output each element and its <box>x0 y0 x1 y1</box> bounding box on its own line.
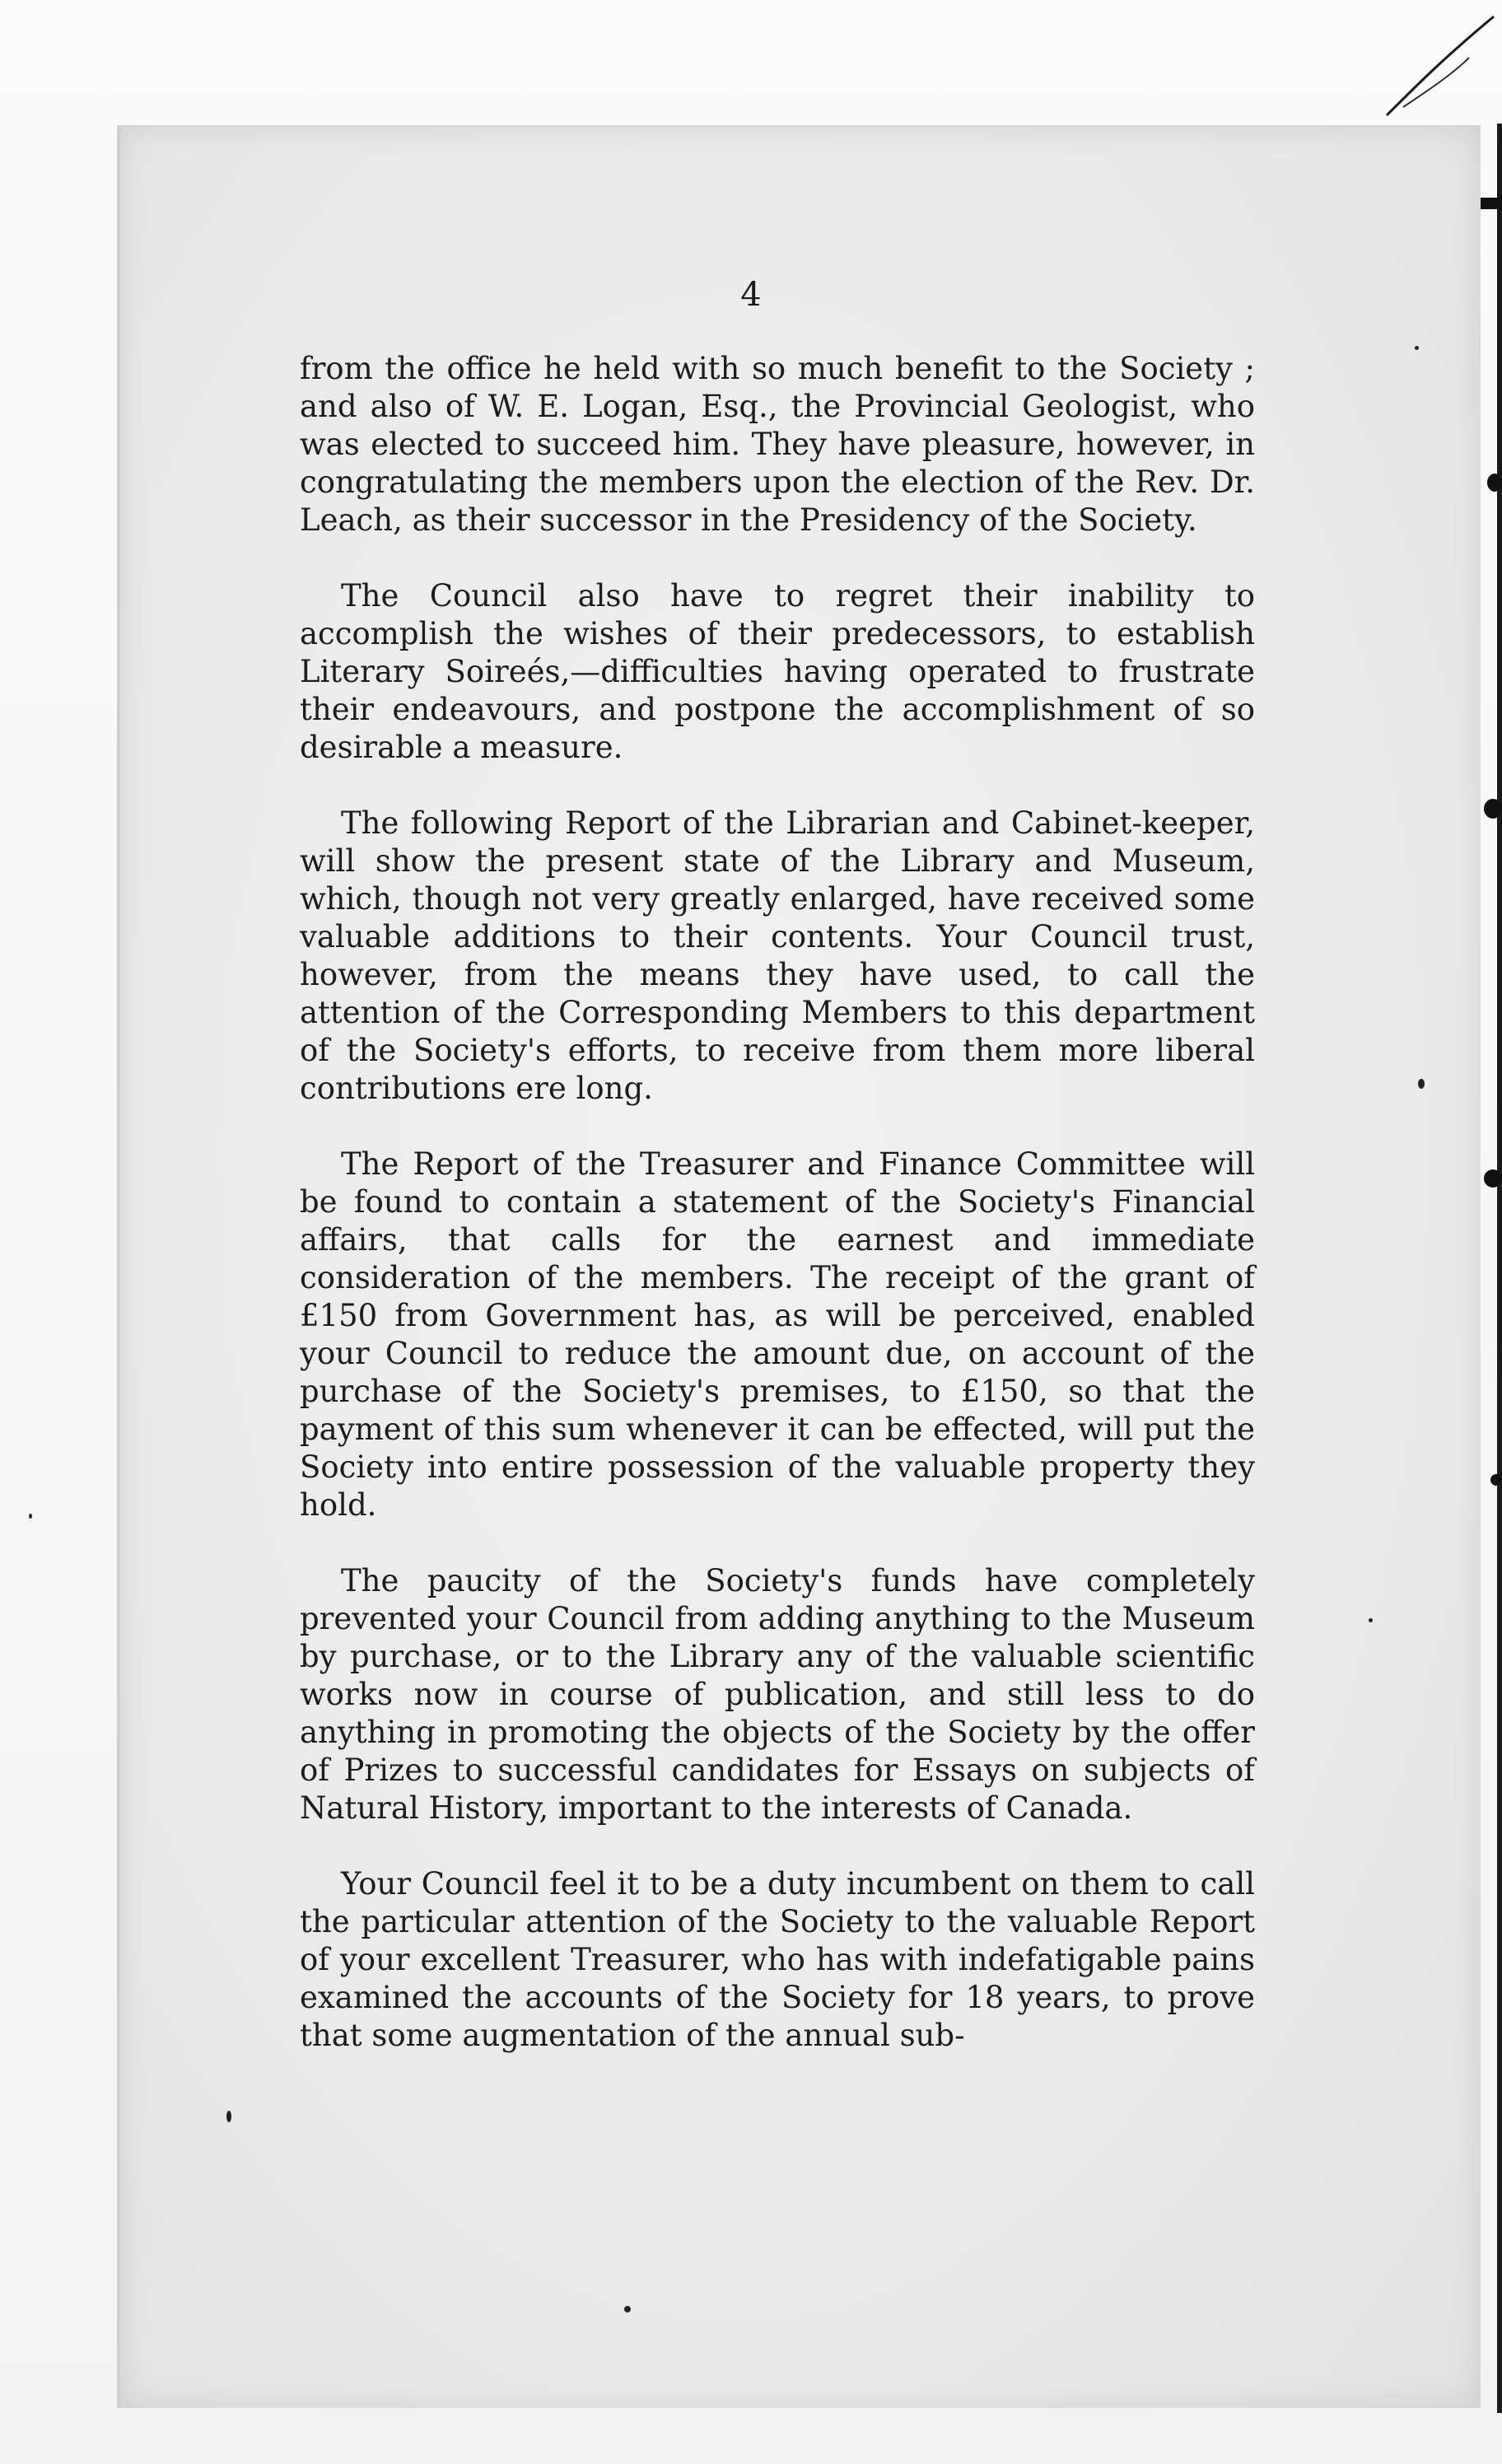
binding-mark <box>1490 1474 1502 1486</box>
paragraph: The paucity of the Society's funds have completely prevented your Council from adding anything to the Museum by purchase, or to the Library any of the valuable scientific works now in course of publication, and still less to do anything in promoting the objects of the Society by the offer of Prizes to successful candidates for Essays on subjects of Natural History, important to the interests of Canada. <box>300 1563 1255 1826</box>
paragraph: The following Report of the Librarian and Cabinet-keeper, will show the present state of the Library and Museum, which, though not very greatly enlarged, have received some valuable additions to their contents. Your Council trust, however, from the means they have used, to call the attention of the Corresponding Members to this department of the Society's efforts, to receive from them more liberal contributions ere long. <box>300 805 1255 1106</box>
speck <box>1369 1618 1373 1622</box>
binding-edge <box>1497 124 1502 2413</box>
speck <box>1418 1079 1425 1089</box>
page-number: 4 <box>740 276 762 314</box>
binding-mark <box>1484 799 1502 819</box>
speck <box>29 1514 32 1519</box>
paragraph: from the office he held with so much benefit to the Society ; and also of W. E. Logan, Esq., the Provincial Geologist, who was elected to succeed him. They have pleasure, however, in congratulating the members upon the election of the Rev. Dr. Leach, as their successor in the Presidency of the Society. <box>300 351 1255 538</box>
paragraph: Your Council feel it to be a duty incumbent on them to call the particular attention of the Society to the valuable Report of your excellent Treasurer, who has with indefatigable pains examined the accounts of the Society for 18 years, to prove that some augmentation of the annual sub- <box>300 1866 1255 2053</box>
paragraph: The Report of the Treasurer and Finance Committee will be found to contain a statement of the Society's Financial affairs, that calls for the earnest and immediate consideration of the members. The receipt of the grant of £150 from Government has, as will be perceived, enabled your Council to reduce the amount due, on account of the purchase of the Society's premises, to £150, so that the payment of this sum whenever it can be effected, will put the Society into entire possession of the valuable property they hold. <box>300 1146 1255 1523</box>
speck <box>226 2111 231 2122</box>
speck <box>624 2306 631 2312</box>
binding-mark <box>1481 198 1502 209</box>
binding-mark <box>1484 1169 1502 1188</box>
binding-mark <box>1487 474 1502 492</box>
corner-scratch <box>1370 0 1502 132</box>
paragraph: The Council also have to regret their inability to accomplish the wishes of their predecessors, to establish Literary Soireés,—difficulties having operated to frustrate their endeavours, and postpone the accomplishment of so desirable a measure. <box>300 578 1255 765</box>
body-text <box>300 350 1255 2093</box>
speck <box>1415 346 1419 350</box>
